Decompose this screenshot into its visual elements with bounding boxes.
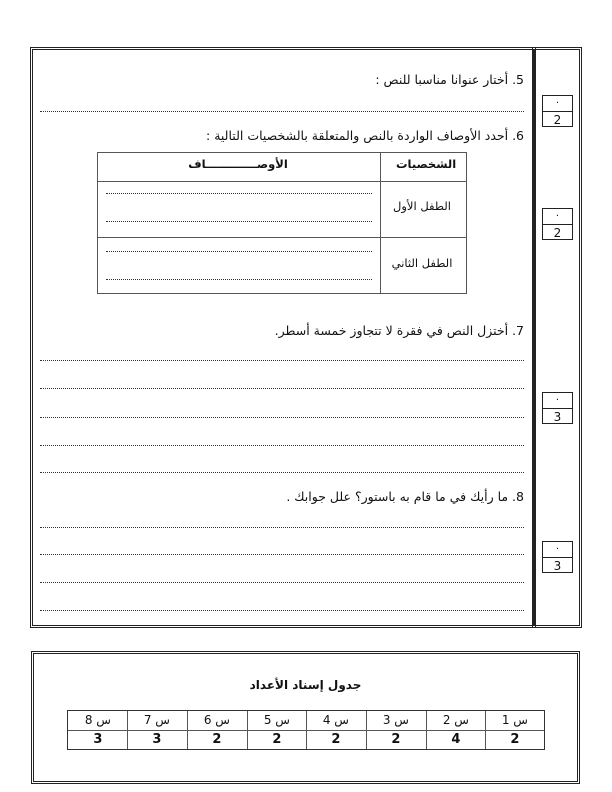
grade-value: 2 xyxy=(510,732,520,747)
score-box-q7: . 3 xyxy=(542,392,573,424)
answer-line[interactable] xyxy=(40,610,524,611)
answer-line[interactable] xyxy=(40,445,524,446)
question-5: 5. أختار عنوانا مناسبا للنص : xyxy=(375,72,524,87)
description-line[interactable] xyxy=(106,221,372,222)
grade-value: 2 xyxy=(272,732,282,747)
descriptions-table xyxy=(97,152,467,294)
grade-header: س 5 xyxy=(263,713,290,727)
grade-header: س 3 xyxy=(382,713,409,727)
header-descriptions: الأوصـــــــــــــاف xyxy=(188,157,288,171)
description-line[interactable] xyxy=(106,193,372,194)
grade-value: 3 xyxy=(152,732,162,747)
grade-header: س 8 xyxy=(84,713,111,727)
answer-line[interactable] xyxy=(40,417,524,418)
question-8: 8. ما رأيك في ما قام به باستور؟ علل جوابك . xyxy=(286,489,524,504)
answer-line[interactable] xyxy=(40,472,524,473)
grade-header: س 1 xyxy=(501,713,528,727)
grade-value: 4 xyxy=(451,732,461,747)
description-line[interactable] xyxy=(106,251,372,252)
answer-line[interactable] xyxy=(40,582,524,583)
answer-line[interactable] xyxy=(40,554,524,555)
grade-header: س 4 xyxy=(322,713,349,727)
grade-value: 2 xyxy=(391,732,401,747)
score-box-q8: . 3 xyxy=(542,541,573,573)
question-6: 6. أحدد الأوصاف الواردة بالنص والمتعلقة بالشخصيات التالية : xyxy=(206,128,524,143)
score-box-q5: . 2 xyxy=(542,95,573,127)
grade-header: س 2 xyxy=(442,713,469,727)
grade-value: 3 xyxy=(93,732,103,747)
grade-value: 2 xyxy=(212,732,222,747)
grades-title: جدول إسناد الأعداد xyxy=(249,678,362,692)
question-7: 7. أختزل النص في فقرة لا تتجاوز خمسة أسطر. xyxy=(274,323,524,338)
grade-value: 2 xyxy=(331,732,341,747)
answer-line[interactable] xyxy=(40,111,524,112)
answer-line[interactable] xyxy=(40,360,524,361)
answer-line[interactable] xyxy=(40,388,524,389)
answer-line[interactable] xyxy=(40,527,524,528)
description-line[interactable] xyxy=(106,279,372,280)
header-characters: الشخصيات xyxy=(396,157,457,171)
grade-header: س 7 xyxy=(143,713,170,727)
grades-table xyxy=(67,710,545,750)
row-label-second-child: الطفل الثاني xyxy=(391,256,453,270)
row-label-first-child: الطفل الأول xyxy=(393,199,451,213)
score-box-q6: . 2 xyxy=(542,208,573,240)
grade-header: س 6 xyxy=(203,713,230,727)
